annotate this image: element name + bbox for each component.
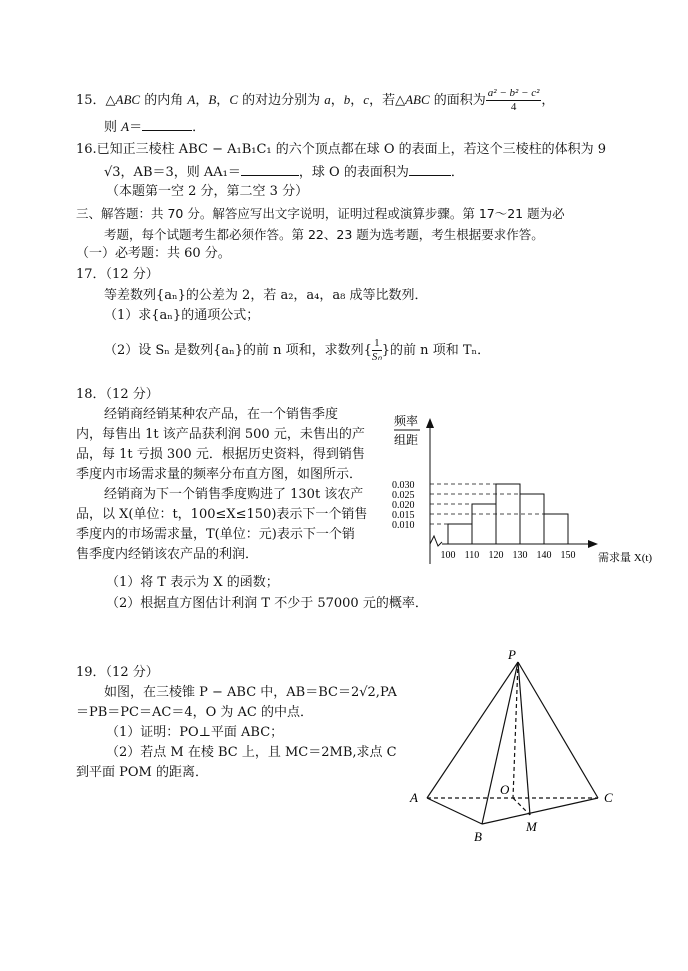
q15-text: ABC [115,92,141,107]
edge-PA [427,662,518,798]
y-tick-label: 0.015 [392,510,415,521]
q15-text: 的内角 [140,93,188,108]
answer-blank [409,163,451,176]
q17-text: }的前 n 项和 Tₙ． [381,343,491,358]
q15-text: ， [216,93,230,108]
x-tick-label: 130 [512,550,528,561]
q15-text: ， [330,93,344,108]
q15-text: △ [105,93,116,108]
y-axis-label-bottom: 组距 [394,433,419,447]
fraction-numerator: 1 [372,337,382,351]
q19-line: （1）证明：PO⊥平面 ABC； [106,725,284,740]
q18-part2: （2）根据直方图估计利润 T 不少于 57000 元的概率． [106,596,428,611]
q15-line1 [76,87,554,114]
q16-text: √3，AB＝3，则 AA₁＝ [104,165,241,180]
q17-text: （2）设 Sₙ 是数列{aₙ}的前 n 项和，求数列{ [104,343,372,358]
q15-text: C [229,92,238,107]
q18-line: 品，以 X(单位：t，100≤X≤150)表示下一个销售 [76,507,368,522]
q15-text: B [208,92,217,107]
x-ticks [441,550,576,561]
label-O: O [500,782,510,797]
q15-text: ，若△ [369,93,406,108]
x-tick-label: 140 [536,550,552,561]
x-tick-label: 110 [464,550,480,561]
q15-text: 则 [104,120,122,135]
x-tick-label: 100 [440,550,456,561]
q18-line: 季度内的市场需求量，T(单位：元)表示下一个销 [76,527,355,542]
x-axis-label: 需求量 X(t) [598,552,653,564]
answer-blank [142,118,192,131]
q15-text: 的对边分别为 [237,93,325,108]
pyramid-figure [400,648,630,848]
q18-line: 经销商经销某种农产品，在一个销售季度 [104,407,339,422]
axis-break [430,536,442,546]
q18-heading: 18．（12 分） [76,387,159,402]
q16-text: ，球 O 的表面积为 [298,165,409,180]
y-tick-label: 0.010 [392,520,415,531]
q19-line: （2）若点 M 在棱 BC 上，且 MC＝2MB,求点 C [106,745,397,760]
x-tick-label: 150 [560,550,576,561]
q19-line: 到平面 POM 的距离． [76,765,208,780]
q17-part1: （1）求{aₙ}的通项公式； [104,308,260,323]
x-axis-arrow [588,540,598,548]
q18-line: 品，每 1t 亏损 300 元．根据历史资料，得到销售 [76,447,365,462]
q15-text: ＝ [129,120,143,135]
q15-text: ， [541,93,555,108]
y-ticks [392,480,415,531]
q15-text: ABC [405,92,430,107]
q16-line2 [104,163,464,182]
q17-stem: 等差数列{aₙ}的公差为 2，若 a₂，a₄，a₈ 成等比数列． [104,288,428,303]
q16-note: （本题第一空 2 分，第二空 3 分） [106,184,309,199]
q15-number: 15． [76,93,106,108]
section3-intro-line2: 考题，每个试题考生都必须作答。第 22、23 题为选考题，考生根据要求作答。 [104,227,544,242]
q17-fraction [372,337,382,364]
y-tick-label: 0.025 [392,490,415,501]
q15-text: a [324,92,331,107]
label-B: B [474,829,482,844]
y-axis-label-top: 频率 [394,414,419,428]
q15-text: b [343,92,351,107]
q15-text: ． [192,120,206,135]
edge-PM [518,662,530,815]
label-A: A [410,790,418,805]
q15-text: 的面积为 [429,93,486,108]
q15-text: A [187,92,196,107]
fraction-numerator: a² − b² − c² [487,87,540,99]
frequency-histogram [390,414,660,574]
q17-part2 [104,337,490,364]
fraction-denominator: Sₙ [371,351,382,363]
section3-intro-line1: 三、解答题：共 70 分。解答应写出文字说明，证明过程或演算步骤。第 17～21 题为必 [76,206,565,221]
q18-line: 售季度内经销该农产品的利润． [76,547,259,562]
q15-text: ， [350,93,364,108]
q18-part1: （1）将 T 表示为 X 的函数； [106,575,279,590]
q16-line1: 16.已知正三棱柱 ABC − A₁B₁C₁ 的六个顶点都在球 O 的表面上，若这个三棱柱的体积为 9 [76,142,607,157]
q18-line: 经销商为下一个销售季度购进了 130t 该农产 [104,487,364,502]
q19-line: 如图，在三棱锥 P − ABC 中，AB＝BC＝2√2,PA [104,685,397,700]
histogram-bar [520,494,544,544]
label-P: P [508,648,516,662]
q15-text: A [121,119,130,134]
y-axis-arrow [426,418,434,428]
fraction-denominator: 4 [510,101,517,113]
label-C: C [604,790,613,805]
edge-OM-hidden [513,798,530,815]
q19-line: ＝PB＝PC＝AC＝4，O 为 AC 的中点． [76,705,313,720]
edge-AB [427,798,482,824]
x-tick-label: 120 [488,550,504,561]
label-M: M [526,819,537,834]
histogram-bar [544,514,568,544]
edge-PB [482,662,518,824]
edge-PC [518,662,598,798]
answer-blank [241,163,299,176]
q15-line2 [104,118,205,137]
histogram-bar [448,524,472,544]
section3-subheading: （一）必考题：共 60 分。 [76,246,231,261]
y-tick-label: 0.020 [392,500,415,511]
q15-text: c [363,92,370,107]
q16-text: ． [450,165,464,180]
q15-text: ， [195,93,209,108]
q18-line: 内，每售出 1t 该产品获利润 500 元，未售出的产 [76,427,365,442]
q15-area-fraction [486,87,542,114]
q19-heading: 19．（12 分） [76,665,159,680]
histogram-bar [472,504,496,544]
q17-heading: 17．（12 分） [76,267,159,282]
q18-line: 季度内市场需求量的频率分布直方图，如图所示． [76,467,363,482]
y-tick-label: 0.030 [392,480,415,491]
edge-BC [482,798,598,824]
